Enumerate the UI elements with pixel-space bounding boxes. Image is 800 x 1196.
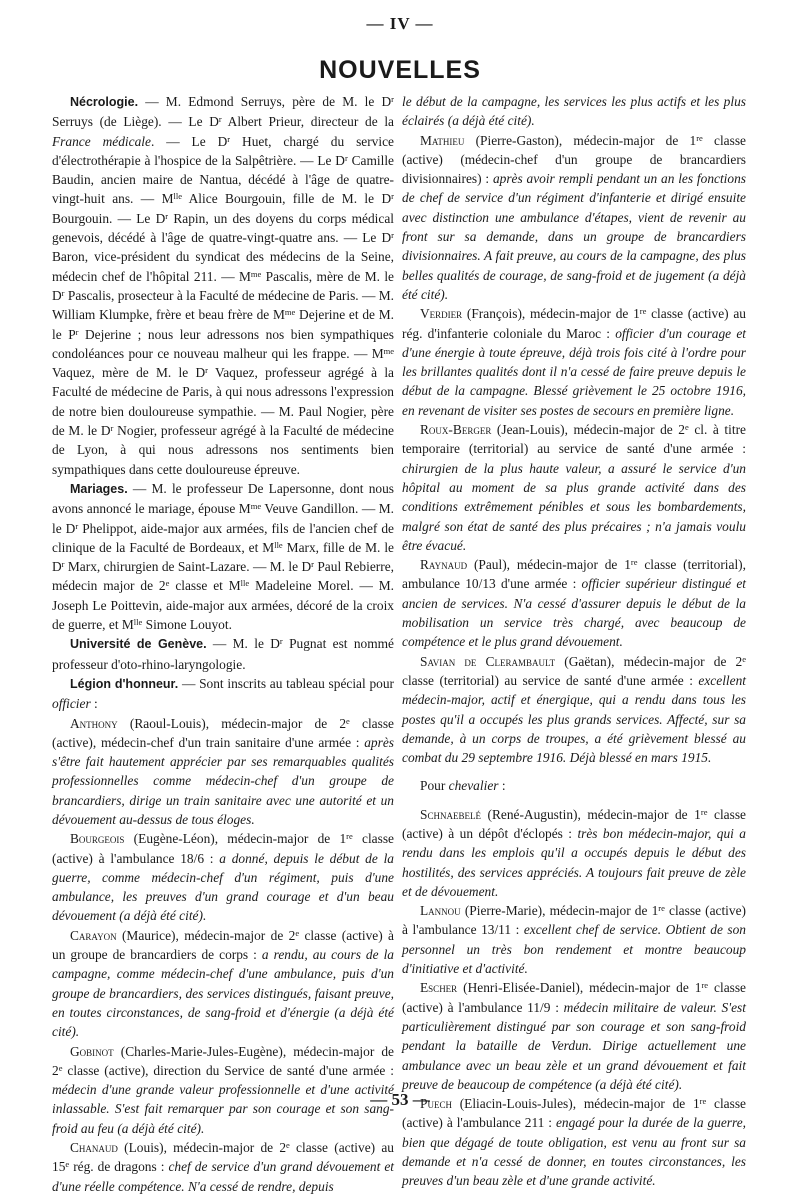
- page-number: — 53 —: [370, 1090, 430, 1109]
- citation-savian: Savian de Clerambault (Gaëtan), médecin-major de 2e classe (territorial) au service de santé d'une armée : excellent médecin-major, actif et énergique, qui a rendu dans tous les postes qu'il a occupés les plus grands services. Affecté, sur sa demande, à un corps de troupes, a été grièvement blessé au combat du 29 septembre 1916. Déjà blessé en mars 1915.: [402, 653, 746, 766]
- citation-carayon: Carayon (Maurice), médecin-major de 2e classe (active) à un groupe de brancardiers de corps : a rendu, au cours de la campagne, comme médecin-chef d'une ambulance, puis d'un groupe de brancardiers, des services distingués, faisant preuve, en toutes circonstances, de sang-froid et d'énergie (a déjà été cité).: [52, 927, 394, 1040]
- legion-heading: Légion d'honneur.: [70, 676, 179, 691]
- chevalier-heading: Pour chevalier :: [420, 778, 506, 794]
- university-paragraph: Université de Genève. — M. le $D^r$ Pugnat est nommé professeur d'oto-rhino-laryngologie.: [52, 636, 395, 672]
- citation-lannou: Lannou (Pierre-Marie), médecin-major de 1re classe (active) à l'ambulance 13/11 : excellent chef de service. Obtient de son personnel un très bon rendement et montre beaucoup d'initiative et d'activité.: [402, 903, 747, 977]
- citation-puech: Puech (Eliacin-Louis-Jules), médecin-major de 1re classe (active) à l'ambulance 211 : engagé pour la durée de la guerre, bien que dégagé de toute obligation, est venu au front sur sa demande et n'a cessé de donner, en toutes circonstances, les preuves d'un beau zèle et d'une grande activité.: [402, 1096, 747, 1189]
- citation-anthony: Anthony (Raoul-Louis), médecin-major de 2e classe (active), médecin-chef d'un train sanitaire d'une armée : après s'être fait hautement apprécier par ses remarquables qualités professionnelles comme médecin-chef d'un groupe de brancardiers, dirige un train sanitaire avec une autorité et un dévouement au-dessus de tous éloges.: [52, 715, 394, 827]
- citation-schnaebele: Schnaebelé (René-Augustin), médecin-major de 1re classe (active) à un dépôt d'éclopés : très bon médecin-major, qui a rendu dans les emplois qu'il a occupés depuis le début des hostilités, des services appréciés. A toujours fait preuve de zèle et de dévouement.: [402, 806, 746, 899]
- citation-verdier: Verdier (François), médecin-major de 1re classe (active) au rég. d'infanterie coloniale du Maroc : officier d'un courage et d'une énergie à toute épreuve, déjà trois fois cité à l'ordre pour les brillantes qualités dont il n'a cessé de faire preuve depuis le début de la campagne. Blessé grièvement le 25 octobre 1916, en revenant de visiter ses postes de secours en première ligne.: [402, 306, 746, 418]
- necrology-paragraph: Nécrologie. — M. Edmond Serruys, père de M. le $D^r$ Serruys (de Liège). — Le $D^r$ Albert Prieur, directeur de la France médicale. — Le $D^r$ Huet, chargé du service d'électrothérapie à l'hospice de la Salpêtrière. — Le $D^r$ Camille Baudin, ancien maire de Nantua, décédé à l'âge de quatre-vingt-huit ans. — $M^{lle}$ Alice Bourgouin, fille de M. le $D^r$ Bourgouin. — Le $D^r$ Rapin, un des doyens du corps médical genevois, décédé à l'âge de quatre-vingt-quatre ans. — Le $D^r$ Baron, vice-président du syndicat des médecins de la Seine, médecin chef de l'hôpital 211. — $M^{me}$ Pascalis, mère de M. le $D^r$ Pascalis, prosecteur à la Faculté de médecine de Paris. — M. William Klumpke, frère et beau frère de $M^{me}$ Dejerine et de M. le $P^r$ Dejerine ; nous leur adressons nos bien sympathiques condoléances pour ce nouveau malheur qui les frappe. — $M^{me}$ Vaquez, mère de M. le $D^r$ Vaquez, professeur agrégé à la Faculté de médecine de Paris, à qui nous adressons l'expression de notre bien douloureuse sympathie. — M. Paul Nogier, père de M. le $D^r$ Nogier, professeur agrégé à la Faculté de médecine de Lyon, à qui nous adressons nos sentiments bien sympathiques dans cette douloureuse épreuve.: [52, 94, 395, 477]
- citation-raynaud: Raynaud (Paul), médecin-major de 1re classe (territorial), ambulance 10/13 d'une armée : officier supérieur distingué et ancien de services. N'a cessé d'assurer depuis le début de la mobilisation un service très chargé, avec beaucoup de compétence et le plus grand dévouement.: [402, 557, 746, 650]
- section-title: NOUVELLES: [319, 56, 481, 84]
- right-column: [402, 92, 746, 1191]
- roman-page-number: — IV —: [366, 14, 434, 33]
- citation-roux-berger: Roux-Berger (Jean-Louis), médecin-major de 2e cl. à titre temporaire (territorial) au service de santé d'une armée : chirurgien de la plus haute valeur, a assuré le service d'un hôpital au moment de sa plus grande activité dans des conditions extrêmement pénibles et sous les bombardements, malgré son état de santé des plus précaires ; n'a jamais voulu être évacué.: [402, 422, 746, 553]
- citation-gobinot: Gobinot (Charles-Marie-Jules-Eugène), médecin-major de 2e classe (active), direction du Service de santé d'une armée : médecin d'une grande valeur professionnelle et d'une activité inlassable. S'est fait remarquer par son courage et son sang-froid au feu (a déjà été cité).: [52, 1043, 394, 1136]
- university-heading: Université de Genève.: [70, 637, 207, 652]
- citation-chanaud: Chanaud (Louis), médecin-major de 2e classe (active) au 15e rég. de dragons : chef de service d'un grand dévouement et d'une réelle compétence. N'a cessé de rendre, depuis: [52, 1140, 394, 1194]
- necrology-heading: Nécrologie.: [70, 95, 139, 109]
- legion-paragraph: Légion d'honneur. — Sont inscrits au tableau spécial pour officier :: [52, 675, 394, 712]
- citation-bourgeois: Bourgeois (Eugène-Léon), médecin-major de 1re classe (active) à l'ambulance 18/6 : a donné, depuis le début de la guerre, comme médecin-chef d'un régiment, puis d'une ambulance, les preuves d'un grand courage et d'un beau dévouement (a déjà été cité).: [52, 831, 394, 924]
- citation-mathieu: Mathieu (Pierre-Gaston), médecin-major de 1re classe (active) (médecin-chef d'un groupe de brancardiers divisionnaires) : après avoir rempli pendant un an les fonctions de chef de service d'un régiment d'infanterie et dirigé ensuite avec distinction une ambulance d'étapes, vient de revenir au front sur sa demande, dans un groupe de brancardiers divisionnaires. A fait preuve, au cours de la campagne, des plus belles qualités de courage, de sang-froid et de jugement (a déjà été cité).: [402, 132, 746, 302]
- marriages-paragraph: Mariages. — M. le professeur De Lapersonne, dont nous avons annoncé le mariage, épouse $M^{me}$ Veuve Gandillon. — M. le $D^r$ Phelippot, aide-major aux armées, fils de l'ancien chef de clinique de la Faculté de Bordeaux, et $M^{lle}$ Marx, fille de M. le $D^r$ Marx, chirurgien de Saint-Lazare. — M. le $D^r$ Paul Rebierre, médecin major de 2e classe et $M^{lle}$ Madeleine Morel. — M. Joseph Le Poittevin, aide-major aux armées, décoré de la croix de guerre, et $M^{lle}$ Simone Louyot.: [52, 480, 395, 633]
- marriages-heading: Mariages.: [70, 481, 128, 496]
- citation-escher: Escher (Henri-Elisée-Daniel), médecin-major de 1re classe (active) à l'ambulance 11/9 : médecin militaire de valeur. S'est particulièrement distingué par son courage et son sang-froid pendant la bataille de Verdun. Dirige actuellement une ambulance avec un beau zèle et un grand dévouement et fait preuve de beaucoup de compétence (a déjà été cité).: [402, 980, 746, 1092]
- citation-chanaud-continued: le début de la campagne, les services les plus actifs et les plus éclairés (a déjà été cité).: [402, 94, 746, 129]
- left-column: [52, 92, 394, 1196]
